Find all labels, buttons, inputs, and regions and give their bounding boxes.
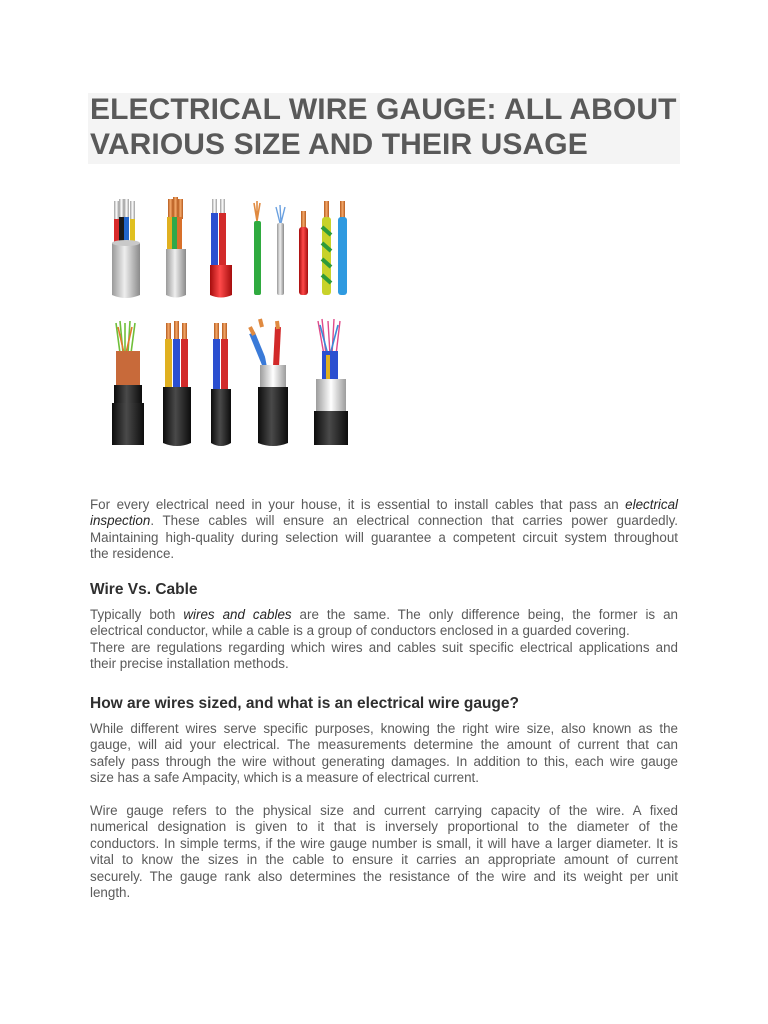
wire-green-stranded (254, 201, 261, 295)
wire-white-stranded (276, 205, 285, 295)
title-line-2: VARIOUS SIZE AND THEIR USAGE (90, 128, 588, 161)
electrical-inspection-link-part1[interactable]: electrical (625, 497, 678, 512)
cable-shielded-multipair (314, 319, 348, 445)
cable-gray-copper-core (166, 197, 186, 298)
intro-line-3: Maintaining high-quality during selection will guarantee a competent circuit system throughout (90, 529, 678, 545)
cable-black-2core (211, 323, 231, 446)
wire-red-single (299, 211, 308, 295)
gauge-p2-line-4: vital to know the sizes in the cable to ensure it carries an appropriate amount of current (90, 852, 678, 868)
gauge-paragraph-2 (90, 803, 678, 901)
cable-red-2core (210, 199, 232, 298)
gauge-p1-line-1: While different wires serve specific purposes, knowing the right wire size, also known as the (90, 721, 678, 736)
intro-line-2: inspection. These cables will ensure an electrical connection that carries power guardedly. (90, 513, 678, 529)
intro-paragraph (90, 497, 678, 563)
gauge-p2-line-1: Wire gauge refers to the physical size and current carrying capacity of the wire. A fixed (90, 803, 678, 818)
cable-types-illustration (90, 187, 370, 463)
cable-black-splayed (250, 319, 288, 446)
gauge-p1-line-4: size has a safe Ampacity, which is a measure of electrical current. (90, 770, 479, 786)
electrical-inspection-link-part2[interactable]: inspection (90, 513, 151, 529)
gauge-p1-line-3: safely pass through the wire without generating damages. In addition to this, each wire gauge (90, 753, 678, 769)
gauge-p2-line-2: numerical designation is given to it that is inversely proportional to the diameter of the (90, 819, 678, 835)
title-block (88, 93, 680, 164)
gauge-p2-line-6: length. (90, 884, 131, 900)
wire-vs-cable-paragraph (90, 607, 678, 673)
wire-yellow-green (322, 201, 331, 295)
wire-blue-single (338, 201, 347, 295)
gauge-paragraph-1 (90, 721, 678, 787)
section-heading-wire-vs-cable: Wire Vs. Cable (90, 581, 198, 598)
wvc-line-1: Typically both wires and cables are the same. The only difference being, the former is an (90, 607, 678, 622)
wvc-line-2: electrical conductor, while a cable is a group of conductors enclosed in a guarded covering. (90, 623, 630, 639)
wvc-line-3: There are regulations regarding which wires and cables suit specific electrical applications and (90, 639, 678, 655)
gauge-p2-line-5: securely. The gauge rank also determines the resistance of the wire and its weight per unit (90, 868, 678, 884)
cable-armored-multicore (112, 321, 144, 445)
gauge-p2-line-3: conductors. In simple terms, if the wire gauge number is small, it will have a larger diameter. It is (90, 835, 678, 851)
wvc-line-4: their precise installation methods. (90, 656, 289, 672)
gauge-p1-line-2: gauge, will aid your electrical. The measurements determine the amount of current that can (90, 737, 678, 753)
cable-black-3core (163, 321, 191, 446)
intro-line-1: For every electrical need in your house, it is essential to install cables that pass an electrical (90, 497, 678, 512)
intro-line-4: the residence. (90, 546, 175, 562)
title-line-1: ELECTRICAL WIRE GAUGE: ALL ABOUT (90, 93, 677, 126)
wires-and-cables-link[interactable]: wires and cables (183, 607, 292, 622)
cable-gray-4core (112, 199, 140, 298)
section-heading-wire-gauge: How are wires sized, and what is an electrical wire gauge? (90, 695, 519, 712)
